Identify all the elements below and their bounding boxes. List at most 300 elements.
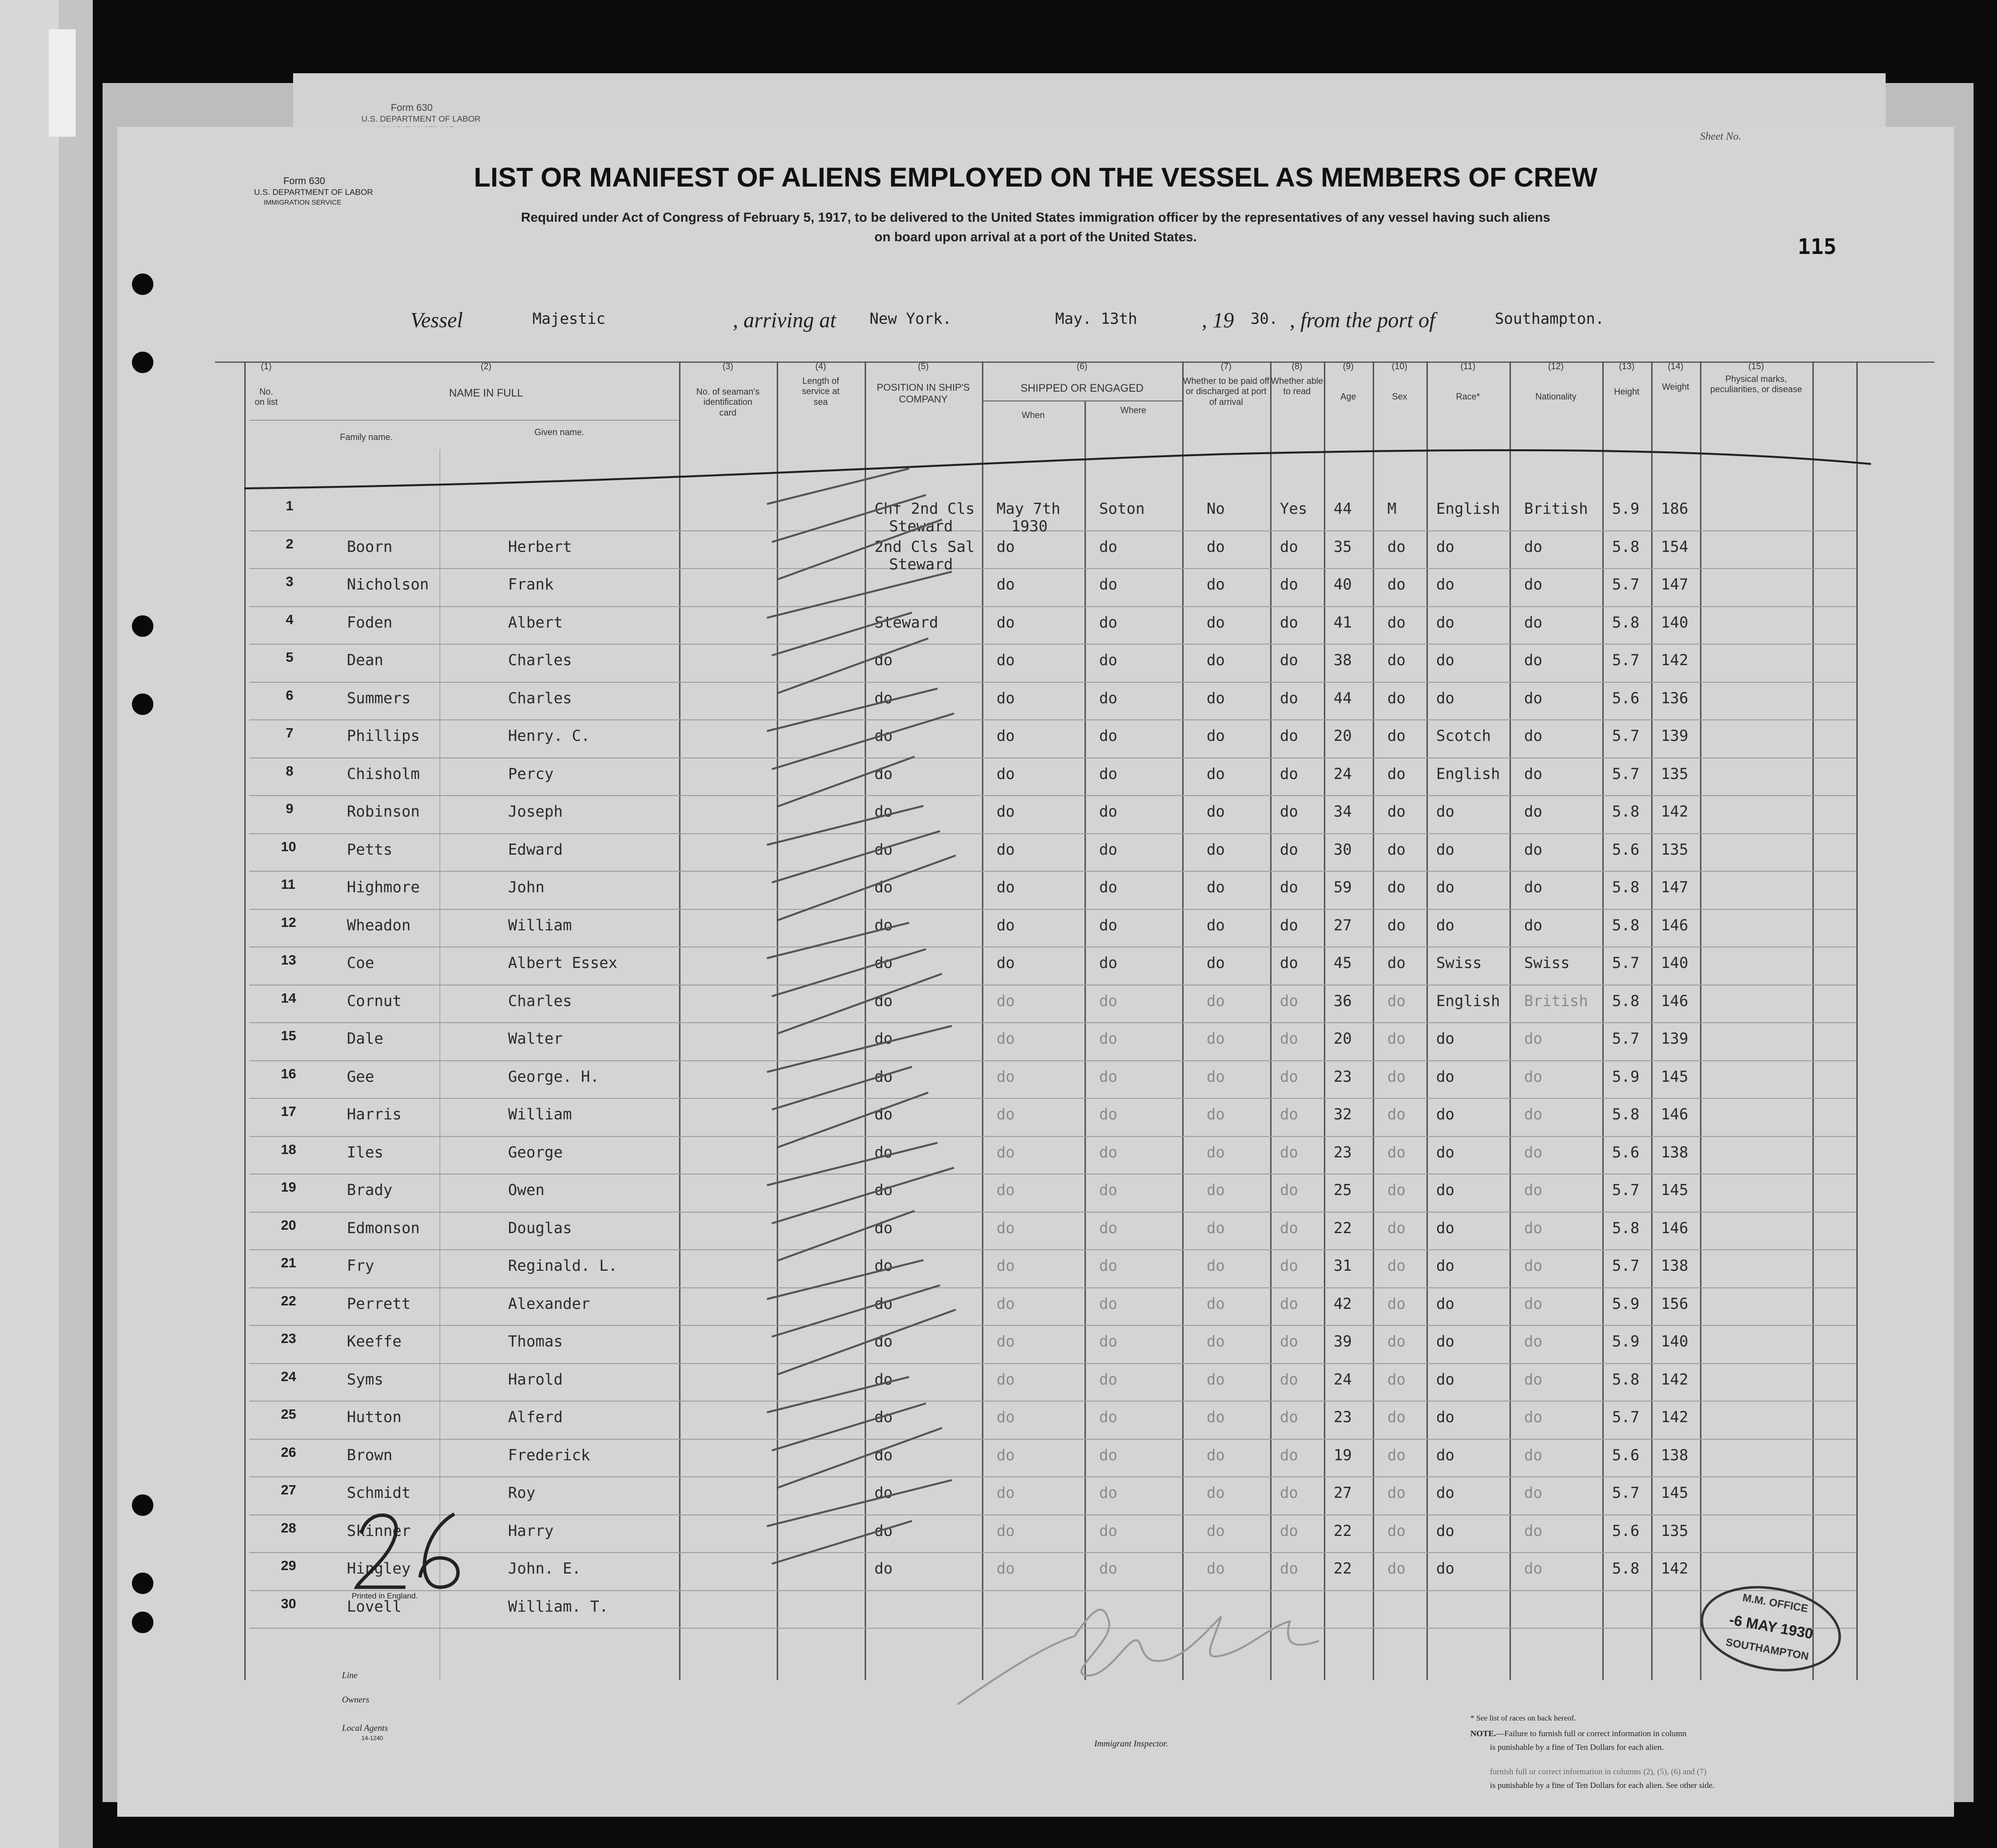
cell-height: 5.8 [1612, 613, 1639, 631]
row-rule [249, 985, 1856, 986]
cell-read: do [1280, 1560, 1298, 1577]
cell-where: do [1099, 613, 1118, 631]
cell-family: Nicholson [347, 576, 429, 593]
row-number: 12 [281, 914, 297, 930]
cell-sex: do [1387, 689, 1406, 707]
cell-age: 27 [1334, 1484, 1352, 1502]
cell-sex: do [1387, 1560, 1406, 1577]
cell-read: do [1280, 1143, 1298, 1161]
cell-given: Reginald. L. [508, 1257, 617, 1275]
pencil-check-mark [776, 1427, 942, 1489]
cell-race: do [1436, 1219, 1455, 1237]
row-rule [249, 1136, 1856, 1137]
cell-when: do [997, 1295, 1015, 1313]
cell-sex: do [1387, 1219, 1406, 1237]
row-rule [249, 946, 1856, 947]
cell-given: George. H. [508, 1068, 599, 1086]
cell-when: do [997, 651, 1015, 669]
stamp-bottom-text: SOUTHAMPTON [1724, 1636, 1810, 1663]
cell-read: do [1280, 613, 1298, 631]
cell-height: 5.7 [1612, 1030, 1639, 1048]
cell-read: do [1280, 727, 1298, 745]
cell-family: Petts [347, 840, 393, 859]
subtitle-line-1: Required under Act of Congress of February 5, 1917, to be delivered to the United States immigration officer by the representatives of any vessel having such aliens [521, 210, 1551, 225]
cell-when: do [997, 1219, 1015, 1237]
departure-port: Southampton. [1495, 310, 1604, 328]
col-id-card-header: (3) No. of seaman's identification card [696, 361, 760, 418]
cell-age: 36 [1334, 992, 1352, 1010]
cell-nationality: do [1524, 1106, 1543, 1123]
page-edge-tab [49, 29, 76, 137]
cell-given: Henry. C. [508, 727, 590, 745]
cell-height: 5.8 [1612, 916, 1639, 934]
cell-nationality: do [1524, 765, 1543, 783]
cell-sex: do [1387, 1257, 1406, 1275]
cell-height: 5.7 [1612, 576, 1639, 593]
cell-nationality: do [1524, 1560, 1543, 1577]
cell-race: do [1436, 1295, 1455, 1313]
col-when-header: When [1021, 410, 1045, 420]
row-number: 11 [281, 877, 296, 892]
cell-position: do [874, 1219, 893, 1237]
back-department: U.S. DEPARTMENT OF LABOR [361, 114, 481, 124]
cell-paid: do [1207, 576, 1225, 593]
cell-age: 41 [1334, 613, 1352, 631]
cell-height: 5.7 [1612, 1181, 1639, 1199]
cell-height: 5.8 [1612, 1370, 1639, 1388]
col-marks-header: (15) Physical marks, peculiarities, or disease [1710, 361, 1803, 395]
cell-weight: 142 [1661, 1370, 1688, 1388]
cell-read: do [1280, 1370, 1298, 1388]
cell-position: 2nd Cls Sal [874, 538, 975, 556]
cell-race: do [1436, 538, 1455, 556]
cell-sex: do [1387, 992, 1406, 1010]
cell-height: 5.8 [1612, 992, 1639, 1010]
pencil-check-mark [767, 805, 924, 846]
cell-position: do [874, 992, 893, 1010]
cell-race: do [1436, 613, 1455, 631]
row-rule [249, 1476, 1856, 1477]
inspector-label: Immigrant Inspector. [1094, 1739, 1168, 1748]
cell-family: Brown [347, 1446, 393, 1464]
cell-where: do [1099, 576, 1118, 593]
printed-in: Printed in England. [352, 1592, 418, 1600]
cell-when: do [997, 1143, 1015, 1161]
cell-weight: 146 [1661, 992, 1688, 1010]
col-where-header: Where [1120, 405, 1147, 415]
row-number: 22 [281, 1293, 297, 1308]
row-number: 25 [281, 1407, 297, 1422]
note-line-4: is punishable by a fine of Ten Dollars for each alien. See other side. [1490, 1781, 1715, 1790]
cell-when: do [997, 1370, 1015, 1388]
cell-age: 44 [1334, 689, 1352, 707]
cell-given: Alexander [508, 1295, 590, 1313]
row-number: 26 [281, 1444, 297, 1460]
cell-read: do [1280, 1446, 1298, 1464]
row-number: 3 [286, 574, 294, 589]
cell-nationality: British [1524, 992, 1588, 1010]
cell-read: do [1280, 1257, 1298, 1275]
cell-age: 34 [1334, 803, 1352, 820]
cell-family: Dean [347, 651, 383, 669]
cell-nationality: do [1524, 576, 1543, 593]
cell-given: Albert Essex [508, 954, 617, 972]
cell-where: do [1099, 1522, 1118, 1540]
cell-position: do [874, 1181, 893, 1199]
cell-race: do [1436, 879, 1455, 896]
row-rule [249, 644, 1856, 645]
cell-nationality: do [1524, 689, 1543, 707]
row-number: 6 [286, 687, 294, 703]
cell-nationality: British [1524, 500, 1588, 518]
row-number: 15 [281, 1028, 297, 1043]
cell-nationality: do [1524, 1295, 1543, 1313]
cell-when: do [997, 803, 1015, 820]
cell-age: 20 [1334, 727, 1352, 745]
cell-when: do [997, 1446, 1015, 1464]
cell-where: do [1099, 879, 1118, 896]
cell-sex: do [1387, 727, 1406, 745]
cell-nationality: do [1524, 1219, 1543, 1237]
cell-weight: 186 [1661, 500, 1688, 518]
cell-family: Lovell [347, 1597, 402, 1616]
cell-given: Roy [508, 1484, 535, 1502]
cell-sex: do [1387, 1106, 1406, 1123]
pencil-check-mark [767, 1259, 924, 1300]
cell-height: 5.6 [1612, 840, 1639, 859]
cell-where: do [1099, 1030, 1118, 1048]
cell-position-line2: Steward [889, 518, 953, 535]
row-number: 1 [286, 498, 294, 513]
cell-age: 19 [1334, 1446, 1352, 1464]
cell-when: do [997, 1560, 1015, 1577]
cell-when: do [997, 765, 1015, 783]
cell-height: 5.7 [1612, 727, 1639, 745]
pencil-check-mark [767, 1479, 952, 1527]
cell-family: Chisholm [347, 765, 420, 783]
cell-nationality: do [1524, 1370, 1543, 1388]
cell-age: 24 [1334, 1370, 1352, 1388]
col-shipped-header: (6) SHIPPED OR ENGAGED [1020, 361, 1144, 394]
cell-weight: 146 [1661, 1106, 1688, 1123]
cell-position: do [874, 1446, 893, 1464]
cell-paid: do [1207, 803, 1225, 820]
inspector-signature [948, 1587, 1387, 1714]
row-rule [249, 1060, 1856, 1061]
cell-race: do [1436, 1181, 1455, 1199]
pencil-check-mark [776, 1308, 956, 1375]
col-service-header: (4) Length of service at sea [802, 361, 840, 407]
cell-weight: 139 [1661, 1030, 1688, 1048]
manifest-sheet [117, 127, 1954, 1817]
row-rule [249, 1098, 1856, 1099]
cell-height: 5.9 [1612, 500, 1639, 518]
cell-weight: 135 [1661, 765, 1688, 783]
pencil-check-mark [776, 973, 942, 1035]
col-nationality-header: (12) Nationality [1535, 361, 1577, 401]
cell-sex: do [1387, 1068, 1406, 1086]
cell-weight: 142 [1661, 803, 1688, 820]
cell-family: Foden [347, 613, 393, 631]
cell-given: Albert [508, 613, 563, 631]
cell-when: do [997, 879, 1015, 896]
cell-read: do [1280, 916, 1298, 934]
cell-sex: do [1387, 1484, 1406, 1502]
cell-where: do [1099, 1219, 1118, 1237]
cell-height: 5.6 [1612, 1446, 1639, 1464]
pencil-check-mark [771, 611, 912, 656]
cell-race: do [1436, 1143, 1455, 1161]
cell-weight: 135 [1661, 840, 1688, 859]
cell-sex: do [1387, 879, 1406, 896]
service: IMMIGRATION SERVICE [264, 198, 341, 206]
cell-family: Harris [347, 1106, 402, 1123]
cell-given: John. E. [508, 1560, 581, 1577]
cell-age: 40 [1334, 576, 1352, 593]
cell-family: Fry [347, 1257, 374, 1275]
cell-given: Alferd [508, 1408, 563, 1426]
owners-label: Owners [342, 1695, 370, 1704]
cell-where: do [1099, 538, 1118, 556]
cell-read: do [1280, 576, 1298, 593]
row-rule [249, 1514, 1856, 1515]
row-rule [249, 1439, 1856, 1440]
cell-weight: 140 [1661, 1333, 1688, 1350]
row-rule [249, 530, 1856, 531]
cell-position: do [874, 1030, 893, 1048]
row-rule [249, 1287, 1856, 1288]
arrival-port: New York. [870, 310, 952, 328]
row-number: 23 [281, 1331, 297, 1346]
cell-nationality: do [1524, 803, 1543, 820]
cell-when: do [997, 1068, 1015, 1086]
cell-family: Phillips [347, 727, 420, 745]
cell-weight: 138 [1661, 1257, 1688, 1275]
cell-where: do [1099, 765, 1118, 783]
cell-when: do [997, 840, 1015, 859]
pencil-check-mark [771, 1066, 912, 1111]
cell-given: Thomas [508, 1333, 563, 1350]
row-number: 14 [281, 990, 297, 1006]
note-line-3: furnish full or correct information in columns (2), (5), (6) and (7) [1490, 1767, 1707, 1776]
cell-sex: do [1387, 1295, 1406, 1313]
cell-race: do [1436, 689, 1455, 707]
cell-given: John [508, 879, 545, 896]
cell-age: 24 [1334, 765, 1352, 783]
pencil-check-mark [771, 713, 954, 770]
cell-read: do [1280, 1106, 1298, 1123]
cell-given: Charles [508, 651, 572, 669]
cell-where: do [1099, 1295, 1118, 1313]
cell-read: do [1280, 879, 1298, 896]
cell-given: Frank [508, 576, 554, 593]
cell-when: do [997, 1181, 1015, 1199]
cell-when: do [997, 1484, 1015, 1502]
cell-age: 42 [1334, 1295, 1352, 1313]
cell-where: do [1099, 1484, 1118, 1502]
cell-race: do [1436, 1446, 1455, 1464]
cell-sex: do [1387, 1522, 1406, 1540]
cell-given: William [508, 1106, 572, 1123]
cell-age: 59 [1334, 879, 1352, 896]
cell-given: Harry [508, 1522, 554, 1540]
cell-paid: do [1207, 1295, 1225, 1313]
row-number: 18 [281, 1141, 297, 1157]
cell-when: do [997, 689, 1015, 707]
cell-position: do [874, 651, 893, 669]
cell-read: do [1280, 651, 1298, 669]
cell-family: Robinson [347, 803, 420, 820]
cell-nationality: do [1524, 727, 1543, 745]
stamp-top-text: M.M. OFFICE [1742, 1591, 1809, 1615]
cell-height: 5.6 [1612, 1143, 1639, 1161]
cell-family: Edmonson [347, 1219, 420, 1237]
cell-paid: do [1207, 992, 1225, 1010]
cell-race: English [1436, 992, 1500, 1010]
cell-where: do [1099, 803, 1118, 820]
cell-paid: do [1207, 538, 1225, 556]
row-number: 20 [281, 1217, 297, 1233]
note-line-1: NOTE.—Failure to furnish full or correct information in column [1470, 1729, 1687, 1738]
row-number: 30 [281, 1596, 297, 1611]
cell-family: Skinner [347, 1522, 411, 1540]
cell-read: do [1280, 1333, 1298, 1350]
row-number: 9 [286, 801, 294, 816]
cell-weight: 136 [1661, 689, 1688, 707]
cell-weight: 135 [1661, 1522, 1688, 1540]
cell-nationality: do [1524, 651, 1543, 669]
cell-weight: 146 [1661, 916, 1688, 934]
cell-given: Joseph [508, 803, 563, 820]
pencil-check-mark [771, 1402, 926, 1451]
cell-nationality: do [1524, 1030, 1543, 1048]
pencil-check-mark [776, 756, 914, 808]
pencil-check-mark [771, 1520, 912, 1565]
cell-given: George [508, 1143, 563, 1161]
cell-family: Wheadon [347, 916, 411, 934]
row-number: 27 [281, 1482, 297, 1497]
cell-nationality: do [1524, 1257, 1543, 1275]
cell-nationality: do [1524, 879, 1543, 896]
row-number: 5 [286, 650, 294, 665]
cell-race: English [1436, 765, 1500, 783]
row-rule [249, 1363, 1856, 1364]
col-height-header: (13) Height [1614, 361, 1640, 397]
cell-age: 44 [1334, 500, 1352, 518]
cell-race: do [1436, 651, 1455, 669]
pencil-check-mark [767, 922, 910, 959]
cell-race: do [1436, 1257, 1455, 1275]
cell-family: Brady [347, 1181, 393, 1199]
cell-position: do [874, 1257, 893, 1275]
cell-read: do [1280, 1219, 1298, 1237]
note-line-2: is punishable by a fine of Ten Dollars for each alien. [1490, 1743, 1664, 1752]
cell-weight: 138 [1661, 1143, 1688, 1161]
cell-given: Charles [508, 992, 572, 1010]
cell-sex: do [1387, 613, 1406, 631]
cell-weight: 145 [1661, 1484, 1688, 1502]
row-rule [249, 833, 1856, 834]
cell-when: do [997, 1333, 1015, 1350]
cell-where: do [1099, 1560, 1118, 1577]
cell-when: do [997, 576, 1015, 593]
row-rule [249, 909, 1856, 910]
cell-sex: do [1387, 840, 1406, 859]
cell-when: do [997, 1106, 1015, 1123]
col-name-header: (2) NAME IN FULL [449, 361, 523, 399]
cell-where: do [1099, 1106, 1118, 1123]
cell-read: do [1280, 954, 1298, 972]
cell-family: Summers [347, 689, 411, 707]
row-rule [249, 795, 1856, 796]
cell-race: do [1436, 840, 1455, 859]
cell-race: do [1436, 1370, 1455, 1388]
cell-age: 32 [1334, 1106, 1352, 1123]
cell-race: do [1436, 1333, 1455, 1350]
cell-sex: do [1387, 916, 1406, 934]
cell-nationality: do [1524, 1522, 1543, 1540]
cell-position: do [874, 1522, 893, 1540]
cell-nationality: Swiss [1524, 954, 1570, 972]
cell-where: do [1099, 1408, 1118, 1426]
cell-when: do [997, 916, 1015, 934]
cell-paid: do [1207, 727, 1225, 745]
cell-nationality: do [1524, 916, 1543, 934]
cell-paid: do [1207, 1257, 1225, 1275]
cell-when: do [997, 727, 1015, 745]
cell-read: do [1280, 1030, 1298, 1048]
cell-family: Perrett [347, 1295, 411, 1313]
cell-position: Steward [874, 613, 938, 631]
cell-when: do [997, 992, 1015, 1010]
cell-position: do [874, 1295, 893, 1313]
cell-age: 35 [1334, 538, 1352, 556]
cell-height: 5.8 [1612, 1560, 1639, 1577]
cell-position: do [874, 916, 893, 934]
cell-family: Dale [347, 1030, 383, 1048]
cell-height: 5.7 [1612, 1484, 1639, 1502]
races-note: * See list of races on back hereof. [1470, 1714, 1576, 1722]
vessel-name: Majestic [532, 310, 606, 328]
cell-position: do [874, 879, 893, 896]
cell-read: do [1280, 1484, 1298, 1502]
cell-nationality: do [1524, 1408, 1543, 1426]
row-rule [249, 1174, 1856, 1175]
cell-age: 23 [1334, 1408, 1352, 1426]
cell-family: Coe [347, 954, 374, 972]
cell-height: 5.7 [1612, 1257, 1639, 1275]
cell-read: do [1280, 538, 1298, 556]
cell-given: Harold [508, 1370, 563, 1388]
cell-where: do [1099, 992, 1118, 1010]
col-family-header: Family name. [340, 432, 393, 442]
cell-paid: do [1207, 954, 1225, 972]
cell-where: do [1099, 1446, 1118, 1464]
cell-weight: 138 [1661, 1446, 1688, 1464]
cell-height: 5.8 [1612, 538, 1639, 556]
row-rule [249, 1401, 1856, 1402]
cell-weight: 146 [1661, 1219, 1688, 1237]
row-rule [249, 871, 1856, 872]
cell-race: do [1436, 1068, 1455, 1086]
row-number: 21 [281, 1255, 297, 1270]
row-rule [249, 1249, 1856, 1250]
cell-race: do [1436, 1522, 1455, 1540]
col-read-header: (8) Whether able to read [1271, 361, 1323, 397]
cell-read: do [1280, 765, 1298, 783]
cell-height: 5.8 [1612, 1106, 1639, 1123]
row-number: 7 [286, 725, 294, 740]
